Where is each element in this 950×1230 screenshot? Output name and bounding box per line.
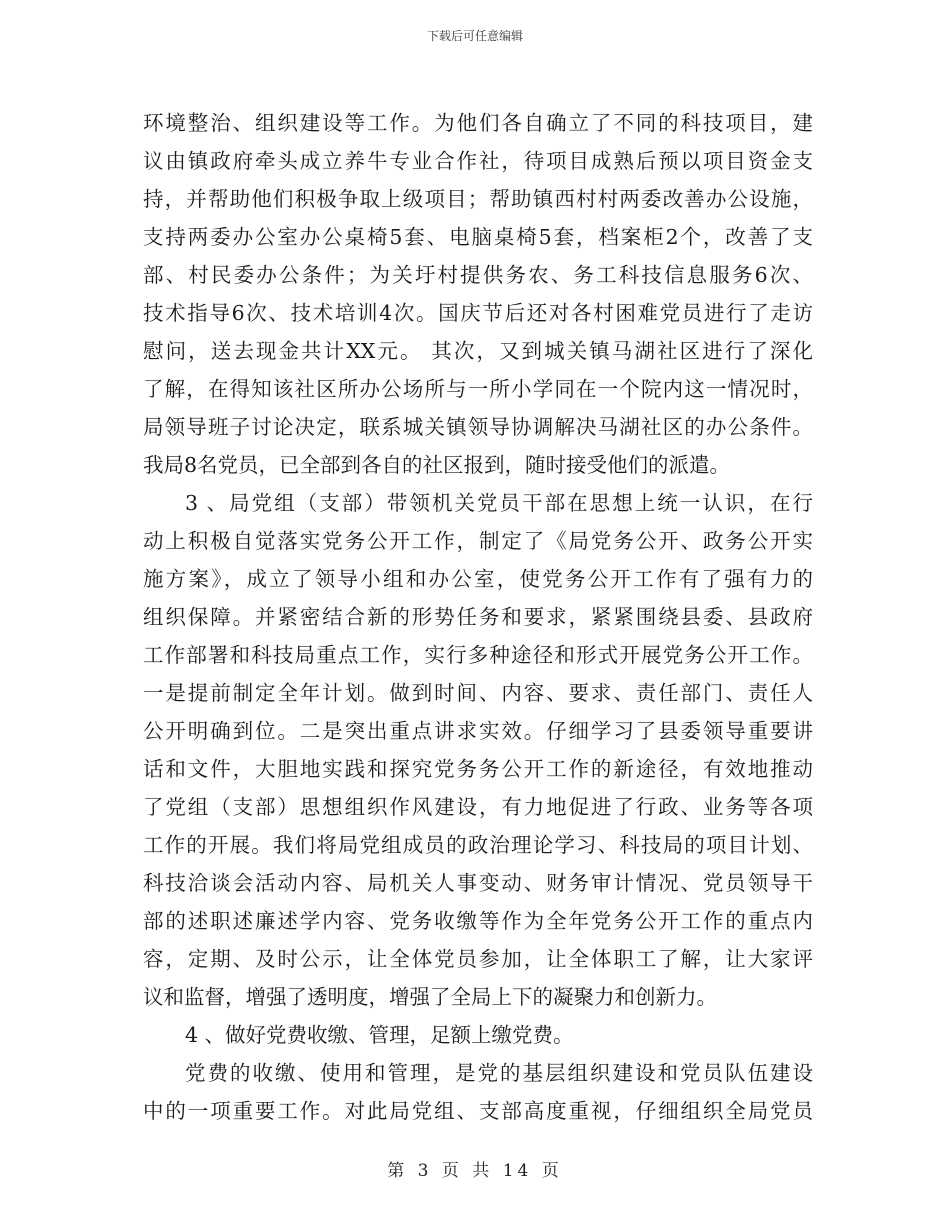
paragraph-line: 工作部署和科技局重点工作，实行多种途径和形式开展党务公开工作。 — [143, 643, 813, 667]
paragraph-line: 中的一项重要工作。对此局党组、支部高度重视，仔细组织全局党员 — [143, 1099, 813, 1123]
paragraph-line: 工作的开展。我们将局党组成员的政治理论学习、科技局的项目计划、 — [143, 833, 813, 857]
paragraph-line: 议和监督，增强了透明度，增强了全局上下的凝聚力和创新力。 — [143, 985, 717, 1009]
paragraph-line: 支持两委办公室办公桌椅5套、电脑桌椅5套，档案柜2个，改善了支 — [143, 225, 813, 249]
paragraph-line: 一是提前制定全年计划。做到时间、内容、要求、责任部门、责任人 — [143, 681, 813, 705]
paragraph-line: 局领导班子讨论决定，联系城关镇领导协调解决马湖社区的办公条件。 — [143, 415, 813, 439]
paragraph-line: 持，并帮助他们积极争取上级项目；帮助镇西村村两委改善办公设施， — [143, 187, 813, 211]
paragraph-line: 党费的收缴、使用和管理，是党的基层组织建设和党员队伍建设 — [185, 1061, 813, 1085]
paragraph-line: 组织保障。并紧密结合新的形势任务和要求，紧紧围绕县委、县政府 — [143, 605, 813, 629]
paragraph-line: 施方案》，成立了领导小组和办公室，使党务公开工作有了强有力的 — [143, 567, 813, 591]
paragraph-line: 3 、局党组（支部）带领机关党员干部在思想上统一认识，在行 — [185, 491, 813, 515]
paragraph-line: 科技洽谈会活动内容、局机关人事变动、财务审计情况、党员领导干 — [143, 871, 813, 895]
section-heading: 4 、做好党费收缴、管理，足额上缴党费。 — [185, 1023, 574, 1047]
paragraph-line: 慰问，送去现金共计XX元。 其次，又到城关镇马湖社区进行了深化 — [143, 339, 813, 363]
paragraph-line: 公开明确到位。二是突出重点讲求实效。仔细学习了县委领导重要讲 — [143, 719, 813, 743]
page-header: 下载后可任意编辑 — [426, 29, 523, 43]
paragraph-line: 容，定期、及时公示，让全体党员参加，让全体职工了解，让大家评 — [143, 947, 813, 971]
document-body — [143, 104, 813, 1130]
paragraph-line: 部的述职述廉述学内容、党务收缴等作为全年党务公开工作的重点内 — [143, 909, 813, 933]
page-number: 第 3 页 共 14 页 — [387, 1161, 563, 1181]
paragraph-line: 议由镇政府牵头成立养牛专业合作社，待项目成熟后预以项目资金支 — [143, 149, 813, 173]
paragraph-line: 技术指导6次、技术培训4次。国庆节后还对各村困难党员进行了走访 — [143, 301, 813, 325]
paragraph-line: 环境整治、组织建设等工作。为他们各自确立了不同的科技项目，建 — [143, 111, 813, 135]
paragraph-line: 了解，在得知该社区所办公场所与一所小学同在一个院内这一情况时， — [143, 377, 813, 401]
paragraph-line: 我局8名党员，已全部到各自的社区报到，随时接受他们的派遣。 — [143, 453, 731, 477]
paragraph-line: 动上积极自觉落实党务公开工作，制定了《局党务公开、政务公开实 — [143, 529, 813, 553]
paragraph-line: 部、村民委办公条件；为关圩村提供务农、务工科技信息服务6次、 — [143, 263, 813, 287]
paragraph-line: 了党组（支部）思想组织作风建设，有力地促进了行政、业务等各项 — [143, 795, 813, 819]
paragraph-line: 话和文件，大胆地实践和探究党务务公开工作的新途径，有效地推动 — [143, 757, 813, 781]
